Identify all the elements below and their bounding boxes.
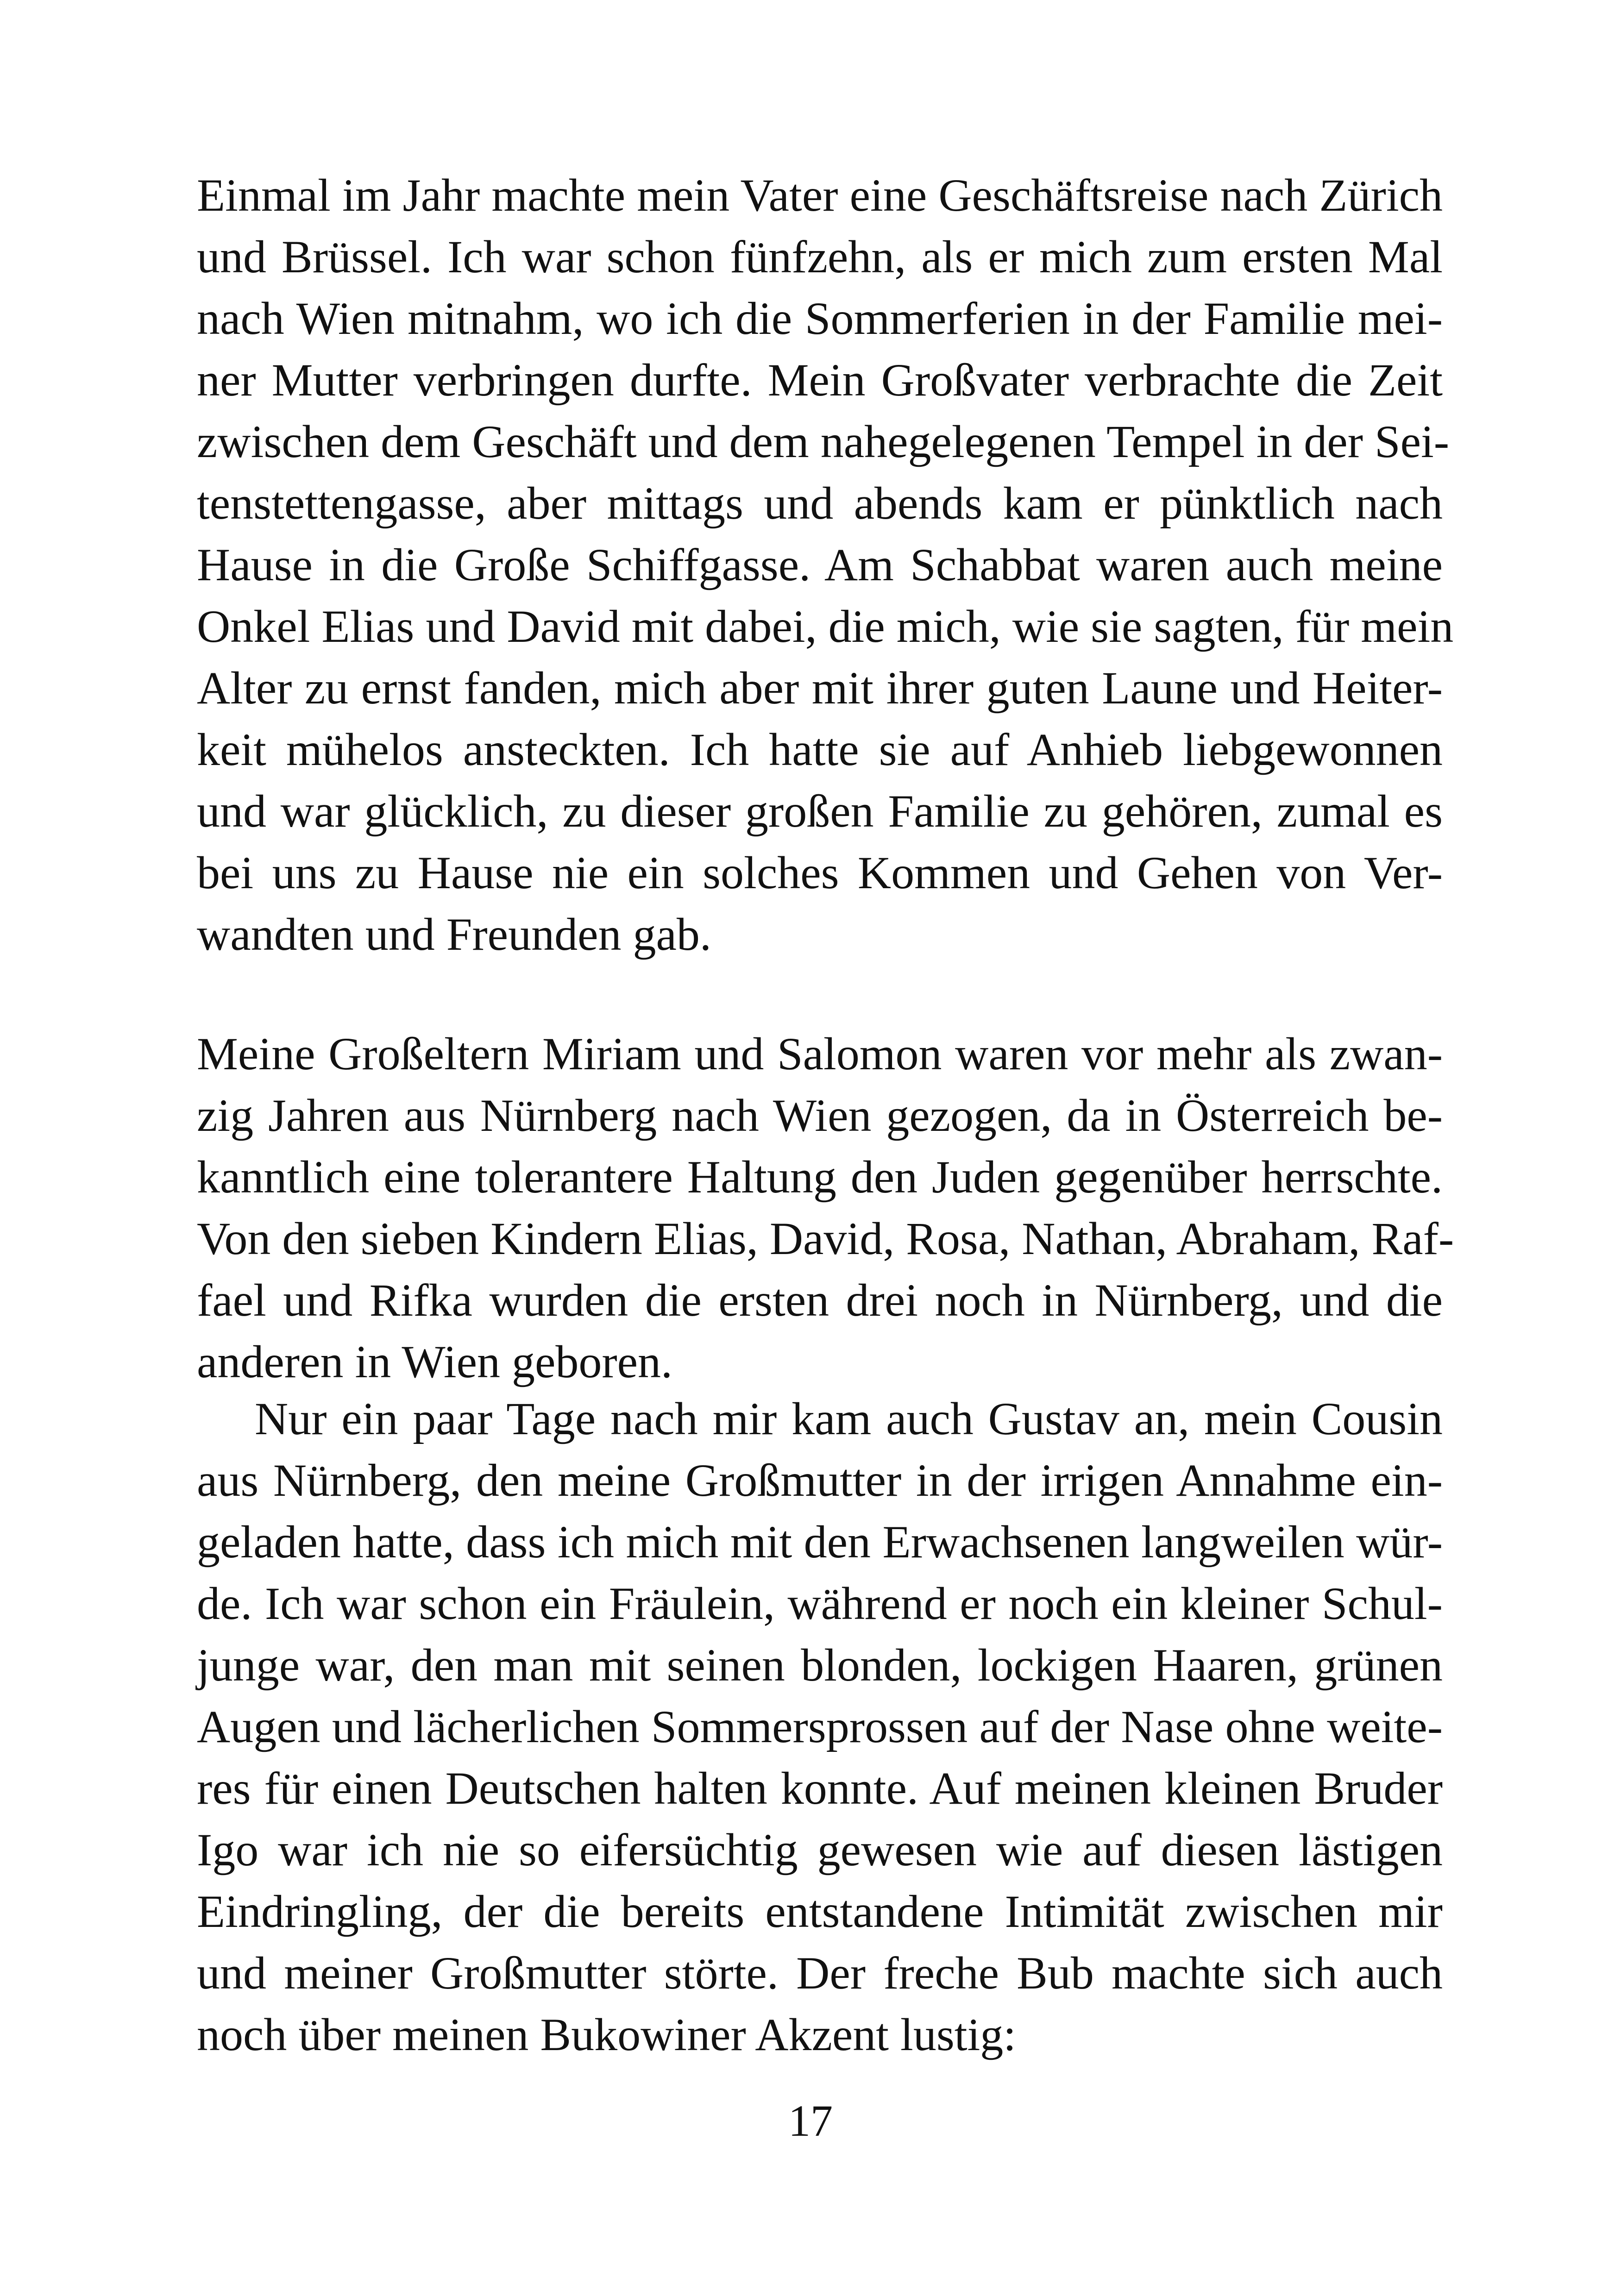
paragraph-line: anderen in Wien geboren.: [197, 1336, 673, 1387]
paragraph-line: geladen hatte, dass ich mich mit den Erwachsenen langweilen wür-: [197, 1516, 1443, 1568]
paragraph-line: Eindringling, der die bereits entstandene Intimität zwischen mir: [197, 1886, 1443, 1937]
paragraph-line: zig Jahren aus Nürnberg nach Wien gezogen, da in Österreich be-: [197, 1090, 1443, 1141]
paragraph-line: nach Wien mitnahm, wo ich die Sommerferien in der Familie mei-: [197, 293, 1443, 344]
paragraph-line: Nur ein paar Tage nach mir kam auch Gustav an, mein Cousin: [255, 1393, 1443, 1444]
paragraph-line: Meine Großeltern Miriam und Salomon waren vor mehr als zwan-: [197, 1028, 1443, 1079]
paragraph-line: und Brüssel. Ich war schon fünfzehn, als er mich zum ersten Mal: [197, 231, 1443, 282]
paragraph-line: wandten und Freunden gab.: [197, 909, 711, 960]
paragraph-line: noch über meinen Bukowiner Akzent lustig:: [197, 2009, 1017, 2060]
paragraph-line: Einmal im Jahr machte mein Vater eine Geschäftsreise nach Zürich: [197, 169, 1443, 221]
paragraph-line: Von den sieben Kindern Elias, David, Rosa, Nathan, Abraham, Raf-: [197, 1213, 1454, 1264]
paragraph-line: res für einen Deutschen halten konnte. Auf meinen kleinen Bruder: [197, 1763, 1443, 1814]
page-number: 17: [788, 2096, 833, 2145]
paragraph-line: junge war, den man mit seinen blonden, lockigen Haaren, grünen: [197, 1639, 1443, 1691]
paragraph-line: Igo war ich nie so eifersüchtig gewesen wie auf diesen lästigen: [197, 1824, 1443, 1876]
paragraph-line: tenstettengasse, aber mittags und abends kam er pünktlich nach: [197, 477, 1443, 529]
paragraph-line: de. Ich war schon ein Fräulein, während er noch ein kleiner Schul-: [197, 1578, 1443, 1629]
paragraph-line: bei uns zu Hause nie ein solches Kommen und Gehen von Ver-: [197, 847, 1443, 898]
paragraph-line: zwischen dem Geschäft und dem nahegelegenen Tempel in der Sei-: [197, 416, 1450, 467]
paragraph-line: keit mühelos ansteckten. Ich hatte sie auf Anhieb liebgewonnen: [197, 724, 1443, 775]
paragraph-1: [197, 164, 1454, 965]
paragraph-2: [197, 1023, 1454, 1393]
paragraph-line: aus Nürnberg, den meine Großmutter in der irrigen Annahme ein-: [197, 1455, 1443, 1506]
paragraph-3: [197, 1388, 1443, 2065]
paragraph-line: Hause in die Große Schiffgasse. Am Schabbat waren auch meine: [197, 539, 1443, 590]
paragraph-line: Alter zu ernst fanden, mich aber mit ihrer guten Laune und Heiter-: [197, 662, 1443, 714]
paragraph-line: Augen und lächerlichen Sommersprossen auf der Nase ohne weite-: [197, 1701, 1443, 1752]
paragraph-line: ner Mutter verbringen durfte. Mein Großvater verbrachte die Zeit: [197, 354, 1443, 406]
paragraph-line: und meiner Großmutter störte. Der freche Bub machte sich auch: [197, 1947, 1443, 1999]
paragraph-line: Onkel Elias und David mit dabei, die mich, wie sie sagten, für mein: [197, 601, 1454, 652]
paragraph-line: kanntlich eine tolerantere Haltung den Juden gegenüber herrschte.: [197, 1151, 1443, 1203]
paragraph-line: fael und Rifka wurden die ersten drei noch in Nürnberg, und die: [197, 1274, 1443, 1326]
paragraph-line: und war glücklich, zu dieser großen Familie zu gehören, zumal es: [197, 785, 1443, 837]
